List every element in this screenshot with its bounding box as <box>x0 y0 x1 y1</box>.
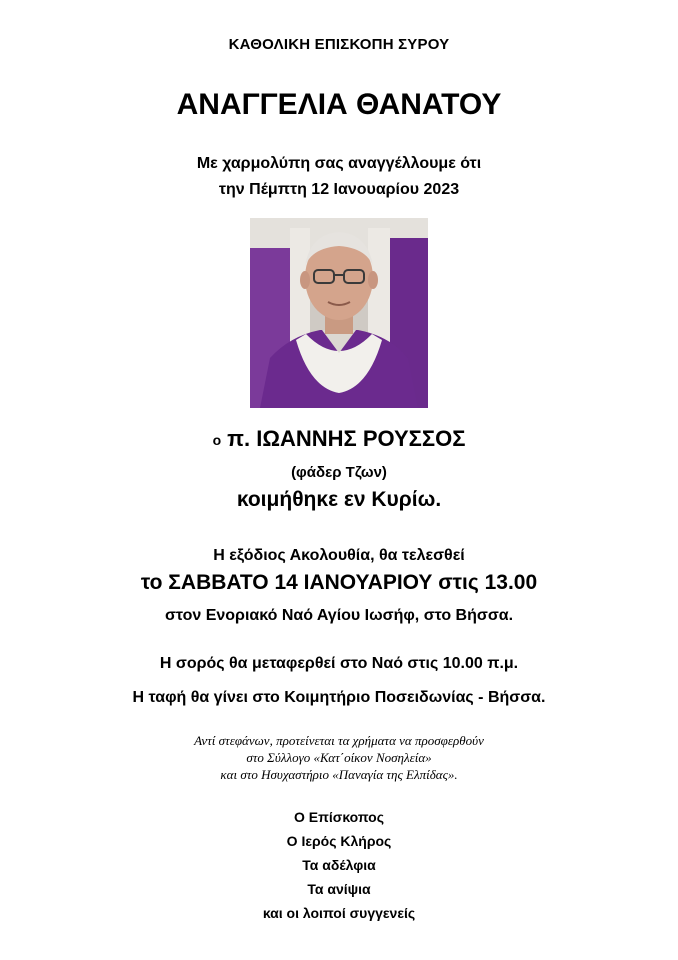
signatory-3: Τα αδέλφια <box>302 857 376 873</box>
portrait-illustration <box>250 218 428 408</box>
signatory-1: Ο Επίσκοπος <box>294 809 384 825</box>
funeral-location: στον Ενοριακό Ναό Αγίου Ιωσήφ, στο Βήσσα. <box>164 607 514 624</box>
portrait-photo <box>250 218 428 408</box>
deceased-name: π. ΙΩΑΝΝΗΣ ΡΟΥΣΣΟΣ <box>227 426 466 451</box>
organization-name: ΚΑΘΟΛΙΚΗ ΕΠΙΣΚΟΠΗ ΣΥΡΟΥ <box>228 36 450 53</box>
donation-note-line-2: στο Σύλλογο «Κατ΄οίκον Νοσηλεία» <box>246 750 432 765</box>
deceased-nickname: (φάδερ Τζων) <box>291 464 387 481</box>
funeral-line-1: Η εξόδιος Ακολουθία, θα τελεσθεί <box>213 547 465 564</box>
signatory-2: Ο Ιερός Κλήρος <box>286 833 392 849</box>
signatory-4: Τα ανίψια <box>307 881 371 897</box>
intro-line-1: Με χαρμολύπη σας αναγγέλλουμε ότι <box>196 155 482 172</box>
donation-note-line-1: Αντί στεφάνων, προτείνεται τα χρήματα να προσφερθούν <box>194 733 484 748</box>
signatory-5: και οι λοιποί συγγενείς <box>262 905 416 921</box>
donation-note-line-3: και στο Ησυχαστήριο «Παναγία της Ελπίδας». <box>220 767 458 782</box>
deceased-name-line <box>0 426 678 452</box>
intro-line-2: την Πέμπτη 12 Ιανουαρίου 2023 <box>218 181 460 198</box>
deceased-statement: κοιμήθηκε εν Κυρίω. <box>236 488 442 511</box>
transfer-info: Η σορός θα μεταφερθεί στο Ναό στις 10.00 π.μ. <box>159 655 519 672</box>
deceased-article: ο <box>212 432 222 449</box>
burial-info: Η ταφή θα γίνει στο Κοιμητήριο Ποσειδωνίας - Βήσσα. <box>132 689 546 706</box>
notice-title: ΑΝΑΓΓΕΛΙΑ ΘΑΝΑΤΟΥ <box>176 88 502 121</box>
funeral-date-time: το ΣΑΒΒΑΤΟ 14 ΙΑΝΟΥΑΡΙΟΥ στις 13.00 <box>140 571 538 594</box>
